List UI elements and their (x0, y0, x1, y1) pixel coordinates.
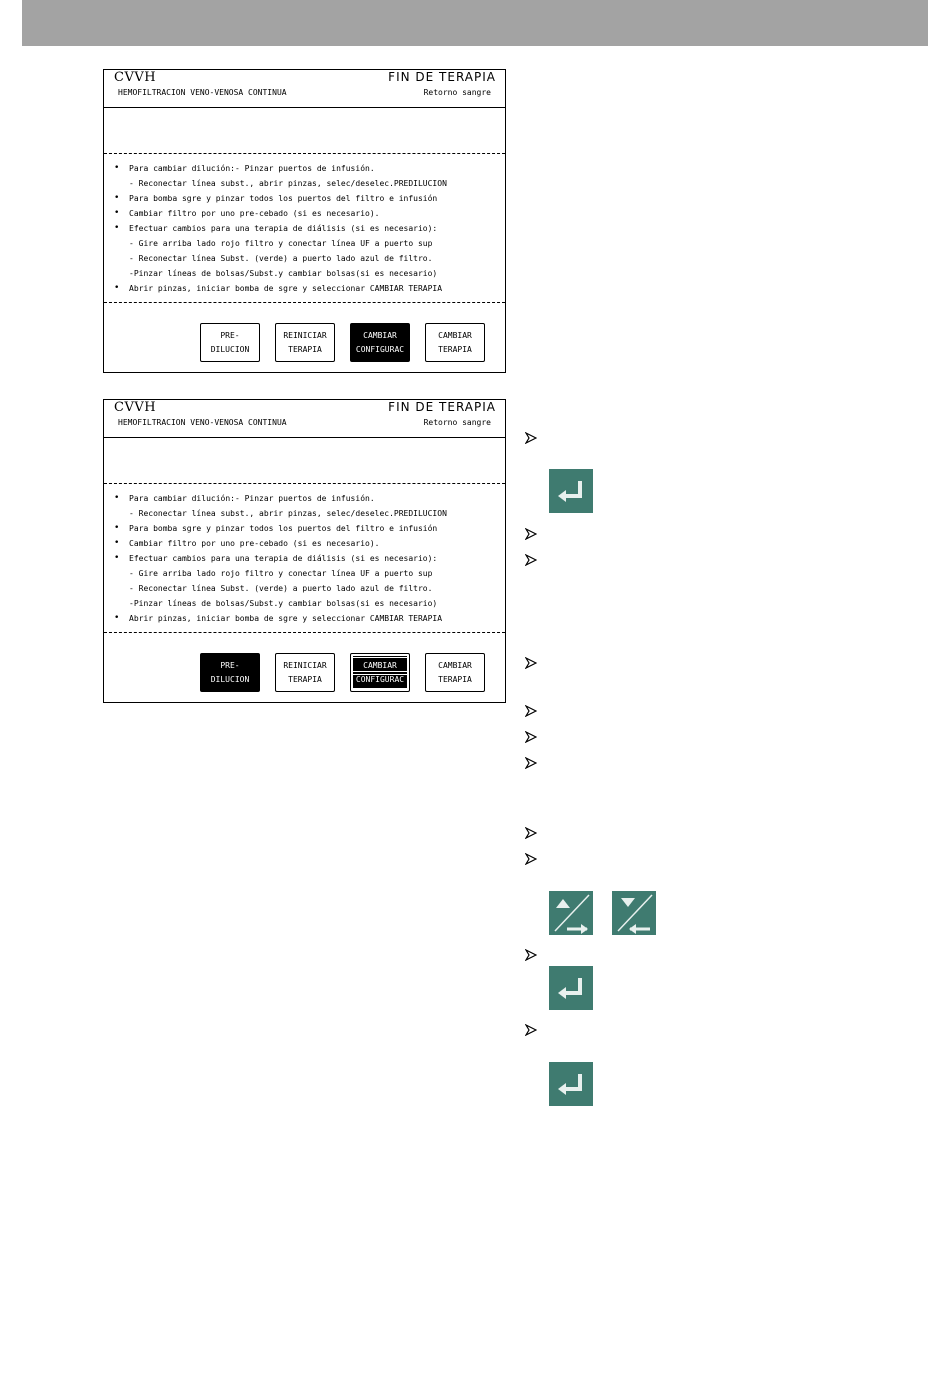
up-arrow-key-icon[interactable] (549, 891, 593, 935)
button-label: TERAPIA (288, 674, 322, 684)
device-screen-2 (103, 399, 506, 703)
divider (104, 483, 505, 484)
instruction-item: - Reconectar línea subst., abrir pinzas, selec/deselec.PREDILUCION (129, 179, 447, 188)
instruction-item: - Gire arriba lado rojo filtro y conectar línea UF a puerto sup (129, 569, 433, 578)
reiniciar-terapia-button[interactable] (275, 323, 335, 362)
instruction-item: • Para bomba sgre y pinzar todos los puertos del filtro e infusión (114, 521, 499, 536)
divider (104, 302, 505, 303)
reiniciar-terapia-button[interactable] (275, 653, 335, 692)
down-arrow-key-icon[interactable] (612, 891, 656, 935)
enter-key-icon[interactable] (549, 1062, 593, 1106)
enter-key-icon[interactable] (549, 966, 593, 1010)
button-label: DILUCION (210, 344, 250, 354)
instruction-item: • Cambiar filtro por uno pre-cebado (si es necesario). (114, 536, 499, 551)
right-arrowhead-icon (525, 554, 537, 566)
divider (104, 632, 505, 633)
screen-header (104, 400, 505, 438)
right-arrowhead-icon (525, 432, 537, 444)
therapy-state: FIN DE TERAPIA (388, 400, 496, 414)
button-label: REINICIAR (283, 660, 327, 670)
screen-header (104, 70, 505, 108)
instruction-item: • Abrir pinzas, iniciar bomba de sgre y seleccionar CAMBIAR TERAPIA (114, 281, 499, 296)
instruction-item: • Efectuar cambios para una terapia de diálisis (si es necesario): (114, 221, 499, 236)
button-label: CONFIGURAC (353, 673, 407, 687)
cambiar-terapia-button[interactable] (425, 323, 485, 362)
button-label: CONFIGURAC (355, 344, 405, 354)
right-arrowhead-icon (525, 657, 537, 669)
right-arrowhead-icon (525, 528, 537, 540)
right-arrowhead-icon (525, 705, 537, 717)
instruction-item: • Efectuar cambios para una terapia de diálisis (si es necesario): (114, 551, 499, 566)
therapy-mode: CVVH (114, 70, 157, 85)
button-label: TERAPIA (438, 344, 472, 354)
therapy-name: HEMOFILTRACION VENO-VENOSA CONTINUA (118, 88, 287, 97)
button-label: CAMBIAR (438, 660, 472, 670)
predilucion-button[interactable] (200, 323, 260, 362)
instruction-item: - Reconectar línea subst., abrir pinzas, selec/deselec.PREDILUCION (129, 509, 447, 518)
button-label: PRE- (220, 330, 240, 340)
button-label: CAMBIAR (353, 659, 407, 673)
instruction-list (114, 491, 499, 626)
right-arrowhead-icon (525, 1024, 537, 1036)
header-band (22, 0, 928, 46)
cambiar-terapia-button[interactable] (425, 653, 485, 692)
button-label: TERAPIA (438, 674, 472, 684)
cambiar-configurac-button[interactable] (350, 323, 410, 362)
button-label: REINICIAR (283, 330, 327, 340)
right-arrowhead-icon (525, 853, 537, 865)
therapy-substate: Retorno sangre (423, 418, 491, 427)
divider (104, 153, 505, 154)
instruction-item: • Para cambiar dilución:- Pinzar puertos de infusión. (114, 161, 499, 176)
instruction-item: • Abrir pinzas, iniciar bomba de sgre y seleccionar CAMBIAR TERAPIA (114, 611, 499, 626)
right-arrowhead-icon (525, 757, 537, 769)
instruction-item: -Pinzar líneas de bolsas/Subst.y cambiar bolsas(si es necesario) (129, 599, 438, 608)
instruction-list (114, 161, 499, 296)
right-arrowhead-icon (525, 949, 537, 961)
instruction-item: - Gire arriba lado rojo filtro y conectar línea UF a puerto sup (129, 239, 433, 248)
device-screen-1 (103, 69, 506, 373)
cambiar-configurac-button[interactable] (350, 653, 410, 692)
therapy-substate: Retorno sangre (423, 88, 491, 97)
instruction-item: • Para cambiar dilución:- Pinzar puertos de infusión. (114, 491, 499, 506)
divider (104, 107, 505, 108)
therapy-state: FIN DE TERAPIA (388, 70, 496, 84)
instruction-item: • Cambiar filtro por uno pre-cebado (si es necesario). (114, 206, 499, 221)
button-label: PRE- (220, 660, 240, 670)
instruction-item: - Reconectar línea Subst. (verde) a puerto lado azul de filtro. (129, 584, 433, 593)
instruction-item: - Reconectar línea Subst. (verde) a puerto lado azul de filtro. (129, 254, 433, 263)
predilucion-button[interactable] (200, 653, 260, 692)
right-arrowhead-icon (525, 731, 537, 743)
button-label: TERAPIA (288, 344, 322, 354)
divider (104, 437, 505, 438)
right-arrowhead-icon (525, 827, 537, 839)
therapy-mode: CVVH (114, 400, 157, 415)
button-label: CAMBIAR (438, 330, 472, 340)
therapy-name: HEMOFILTRACION VENO-VENOSA CONTINUA (118, 418, 287, 427)
button-label: DILUCION (210, 674, 250, 684)
button-label: CAMBIAR (363, 330, 397, 340)
instruction-item: • Para bomba sgre y pinzar todos los puertos del filtro e infusión (114, 191, 499, 206)
enter-key-icon[interactable] (549, 469, 593, 513)
instruction-item: -Pinzar líneas de bolsas/Subst.y cambiar bolsas(si es necesario) (129, 269, 438, 278)
